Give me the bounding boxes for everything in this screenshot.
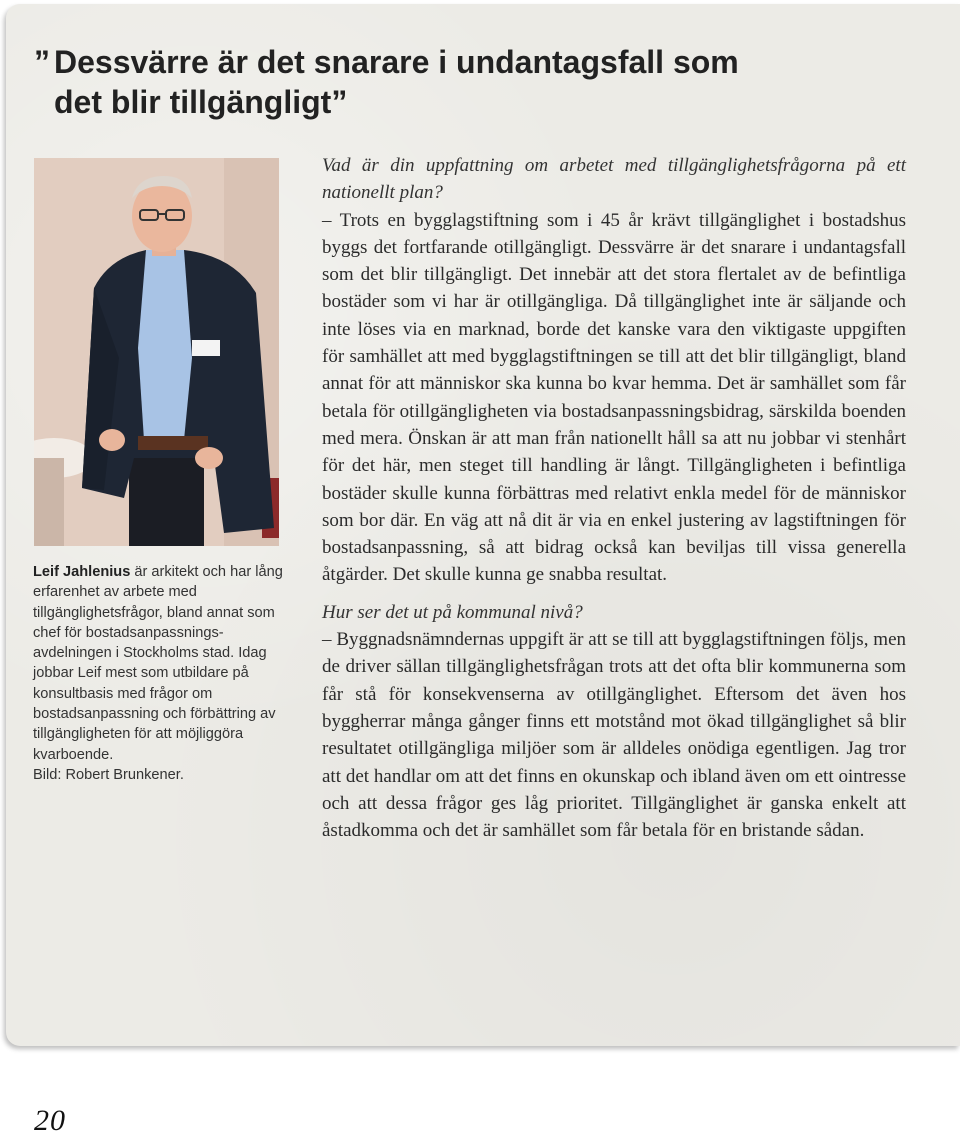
portrait-illustration <box>34 158 279 546</box>
answer-national: – Trots en bygglagstiftning som i 45 år krävt tillgänglighet i bostadshus byggs det fortfarande otillgängligt. Dessvärre är det snarare i undantagsfall som det blir tillgängligt. Det innebär att det stora flertalet av de befintliga bostäder som vi har är otillgängliga. Då tillgänglighet inte är säljande och inte löses via en marknad, borde det kanske vara den viktigaste uppgiften för samhället att med bygglagstiftningen se till att det blir tillgängligt, bland annat för att människor ska kunna bo kvar hemma. Det är samhället som får betala för otillgängligheten via bostadsanpassningsbidrag, särskilda boenden med mera. Önskan är att man från nationellt håll sa att nu jobbar vi stenhårt för det här, men steget till handling är långt. Tillgängligheten i befintliga bostäder skulle kunna förbättras med relativt enkla medel för de människor som bor där. En väg att nå dit är via en enkel justering av lagstiftningen för bostadsanpassning, så att bidrag också kan beviljas till vissa generella åtgärder. Det skulle kunna ge snabba resultat. <box>322 209 906 586</box>
headline-line-1: Dessvärre är det snarare i undantagsfall som <box>54 44 739 80</box>
headline <box>34 42 914 122</box>
question-municipal: Hur ser det ut på kommunal nivå? <box>322 601 583 623</box>
photo-caption <box>33 562 283 785</box>
page-number: 20 <box>34 1104 66 1137</box>
headline-quote-mark: ” <box>34 44 50 80</box>
portrait-photo <box>34 158 279 546</box>
question-national: Vad är din uppfattning om arbetet med tillgänglighetsfrågorna på ett nationellt plan? <box>322 155 906 204</box>
interview-article <box>322 152 906 844</box>
caption-name: Leif Jahlenius <box>33 564 131 580</box>
headline-line-2: det blir tillgängligt” <box>54 84 348 120</box>
caption-credit: Bild: Robert Brunkener. <box>33 766 184 783</box>
answer-municipal: – Byggnadsnämndernas uppgift är att se till att bygglagstiftningen följs, men de driver sällan tillgänglighetsfrågan trots att det ofta blir kommunerna som får stå för konsekvenserna av otillgänglighet. Eftersom det även hos byggherrar många gånger finns ett motstånd mot ökad tillgänglighet så blir resultatet otillgängliga miljöer som är alldeles onödiga egentligen. Jag tror att det handlar om att det finns en okunskap och ibland även om ett ointresse och att dessa frågor ges låg prioritet. Tillgänglighet är ganska enkelt att åstadkomma och det är samhället som får betala för en bristande sådan. <box>322 629 906 842</box>
caption-text: är arkitekt och har lång erfarenhet av arbete med tillgänglighetsfrågor, bland annat som chef för bostadsanpassnings-avdelningen i Stockholms stad. Idag jobbar Leif mest som utbildare på konsultbasis med frågor om bostadsanpassning och förbättring av tillgängligheten för att möjliggöra kvarboende. <box>33 564 283 763</box>
